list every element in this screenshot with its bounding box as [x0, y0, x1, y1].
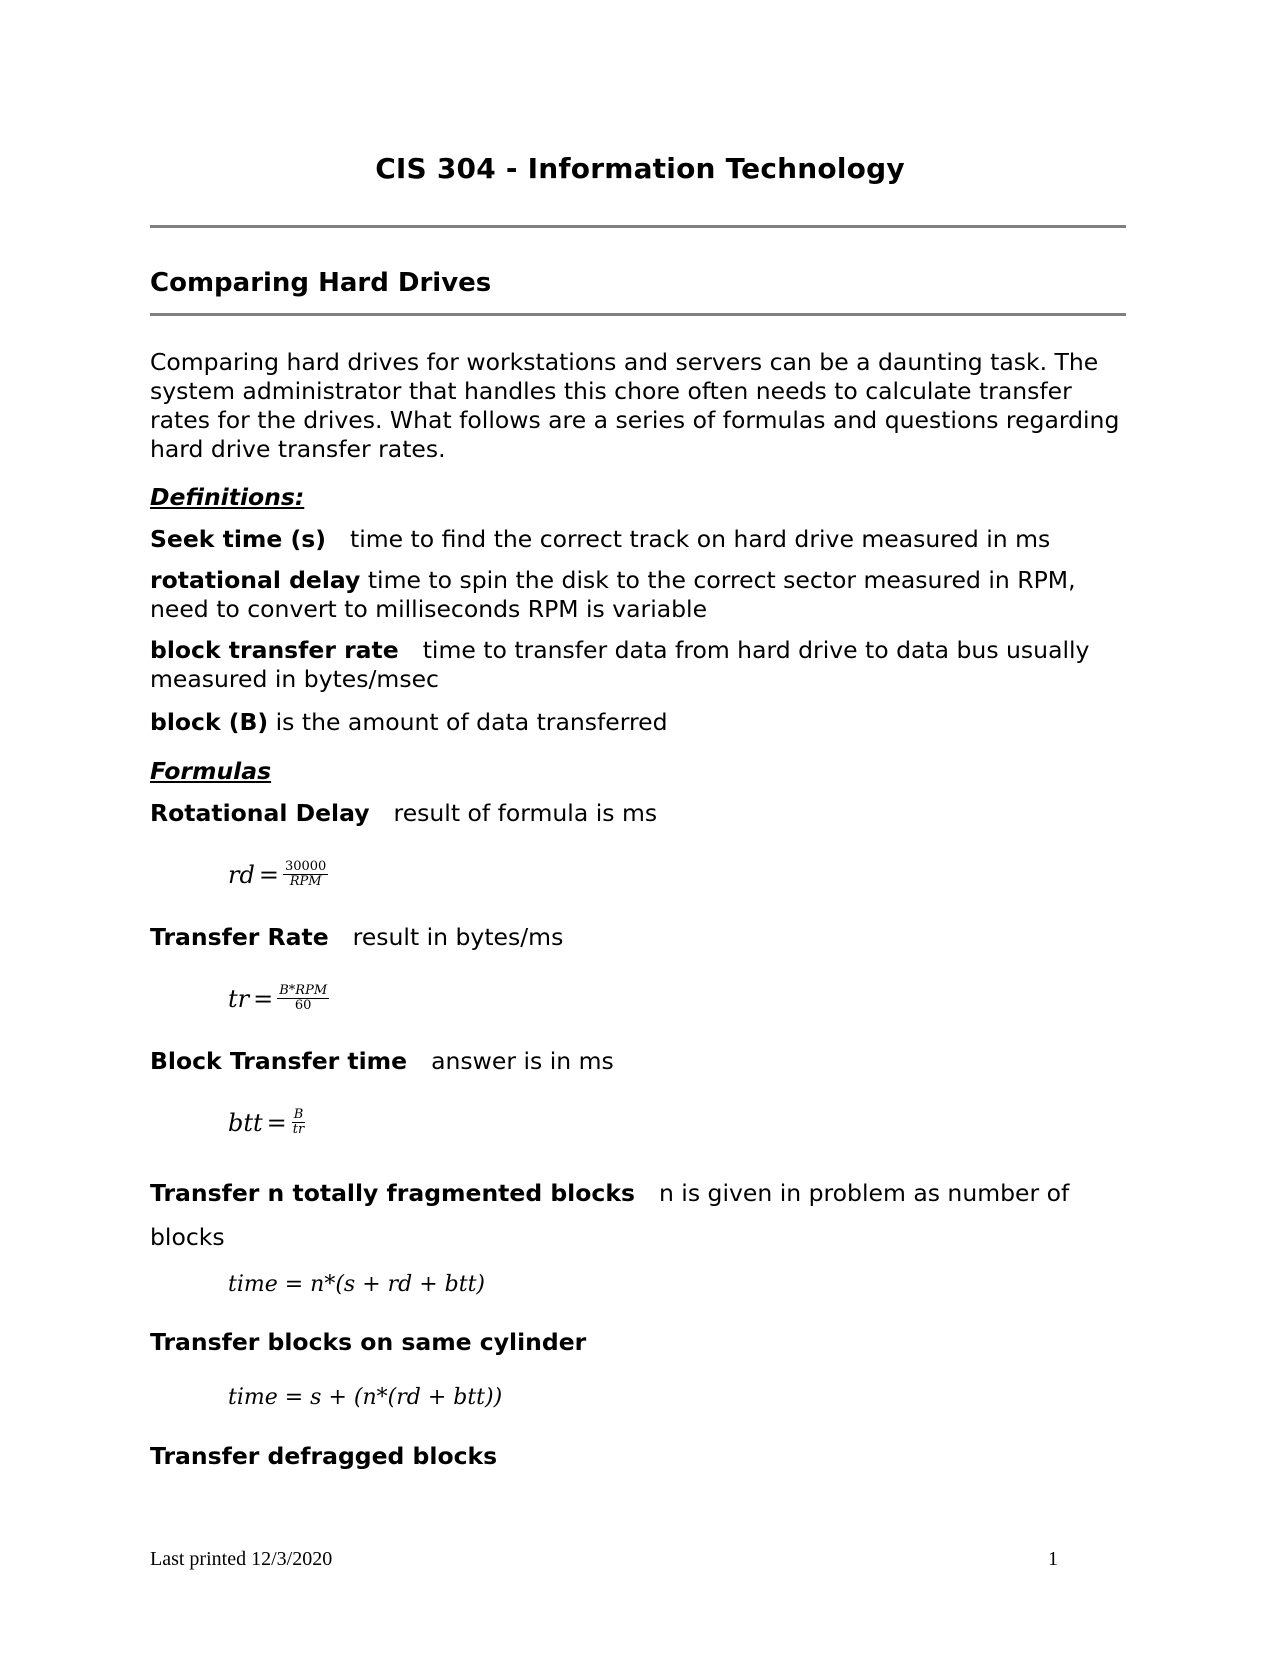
formula-fraction: [291, 1108, 306, 1137]
formula-note: result in bytes/ms: [352, 923, 564, 951]
formula-title: Transfer n totally fragmented blocks: [150, 1179, 635, 1207]
formula-label-transfer-rate: [150, 923, 1130, 952]
definition-rotational-delay: [150, 566, 1130, 624]
definition-desc: time to transfer data from hard drive to data bus usually measured in bytes/msec: [150, 636, 1090, 693]
formula-equals: =: [266, 1108, 287, 1137]
formula-fraction: [283, 860, 328, 889]
definition-desc: is the amount of data transferred: [275, 708, 668, 736]
title-divider: [150, 225, 1126, 228]
section-divider: [150, 313, 1126, 316]
footer-page-number: 1: [1048, 1548, 1058, 1570]
fraction-numerator: B*RPM: [279, 983, 328, 998]
definition-block: [150, 708, 1130, 737]
formula-note: result of formula is ms: [393, 799, 658, 827]
formula-equals: =: [258, 860, 279, 889]
formula-same-cylinder: [228, 1385, 502, 1410]
formula-title: Transfer blocks on same cylinder: [150, 1328, 587, 1356]
formula-expression: time = s + (n*(rd + btt)): [228, 1385, 503, 1410]
fraction-denominator: tr: [292, 1122, 305, 1137]
formula-title: Rotational Delay: [150, 799, 370, 827]
section-title: Comparing Hard Drives: [150, 268, 492, 298]
formula-block-transfer-time: [228, 1108, 306, 1137]
definition-term: Seek time (s): [150, 525, 326, 553]
formula-title: Transfer defragged blocks: [150, 1442, 498, 1470]
fraction-numerator: B: [293, 1107, 304, 1122]
formula-rotational-delay: [228, 860, 328, 889]
formulas-heading: Formulas: [150, 757, 272, 785]
fraction-denominator: RPM: [289, 874, 322, 889]
formula-equals: =: [253, 984, 274, 1013]
fraction-numerator: 30000: [284, 859, 327, 874]
formula-fragmented-blocks: [228, 1272, 485, 1297]
formula-note: n is given in problem as number of blocks: [150, 1179, 1070, 1251]
formula-lhs: btt: [228, 1108, 263, 1137]
document-title: CIS 304 - Information Technology: [375, 152, 905, 185]
definition-term: block (B): [150, 708, 269, 736]
formula-expression: time = n*(s + rd + btt): [228, 1272, 486, 1297]
definition-seek-time: [150, 525, 1130, 554]
definition-term: rotational delay: [150, 566, 361, 594]
formula-transfer-rate: [228, 984, 329, 1013]
formula-title: Transfer Rate: [150, 923, 329, 951]
formula-title: Block Transfer time: [150, 1047, 408, 1075]
definition-desc: time to find the correct track on hard drive measured in ms: [349, 525, 1051, 553]
definition-desc: time to spin the disk to the correct sector measured in RPM, need to convert to milliseconds RPM is variable: [150, 566, 1076, 623]
formula-label-same-cylinder: [150, 1328, 1130, 1357]
formula-lhs: rd: [228, 860, 255, 889]
formula-lhs: tr: [228, 984, 250, 1013]
formula-fraction: [277, 984, 329, 1013]
formula-label-defragged-blocks: [150, 1442, 1130, 1471]
formula-label-block-transfer-time: [150, 1047, 1130, 1076]
fraction-denominator: 60: [294, 998, 312, 1013]
footer-last-printed: Last printed 12/3/2020: [150, 1548, 333, 1570]
definition-term: block transfer rate: [150, 636, 399, 664]
formula-label-fragmented-blocks: [150, 1171, 1130, 1259]
formula-label-rotational-delay: [150, 799, 1130, 828]
definition-block-transfer-rate: [150, 636, 1130, 694]
formula-note: answer is in ms: [431, 1047, 614, 1075]
intro-paragraph: Comparing hard drives for workstations and servers can be a daunting task. The system administrator that handles this chore often needs to calculate transfer rates for the drives. What follows are a series of formulas and questions regarding hard drive transfer rates.: [150, 348, 1120, 463]
definitions-heading: Definitions:: [150, 483, 305, 511]
